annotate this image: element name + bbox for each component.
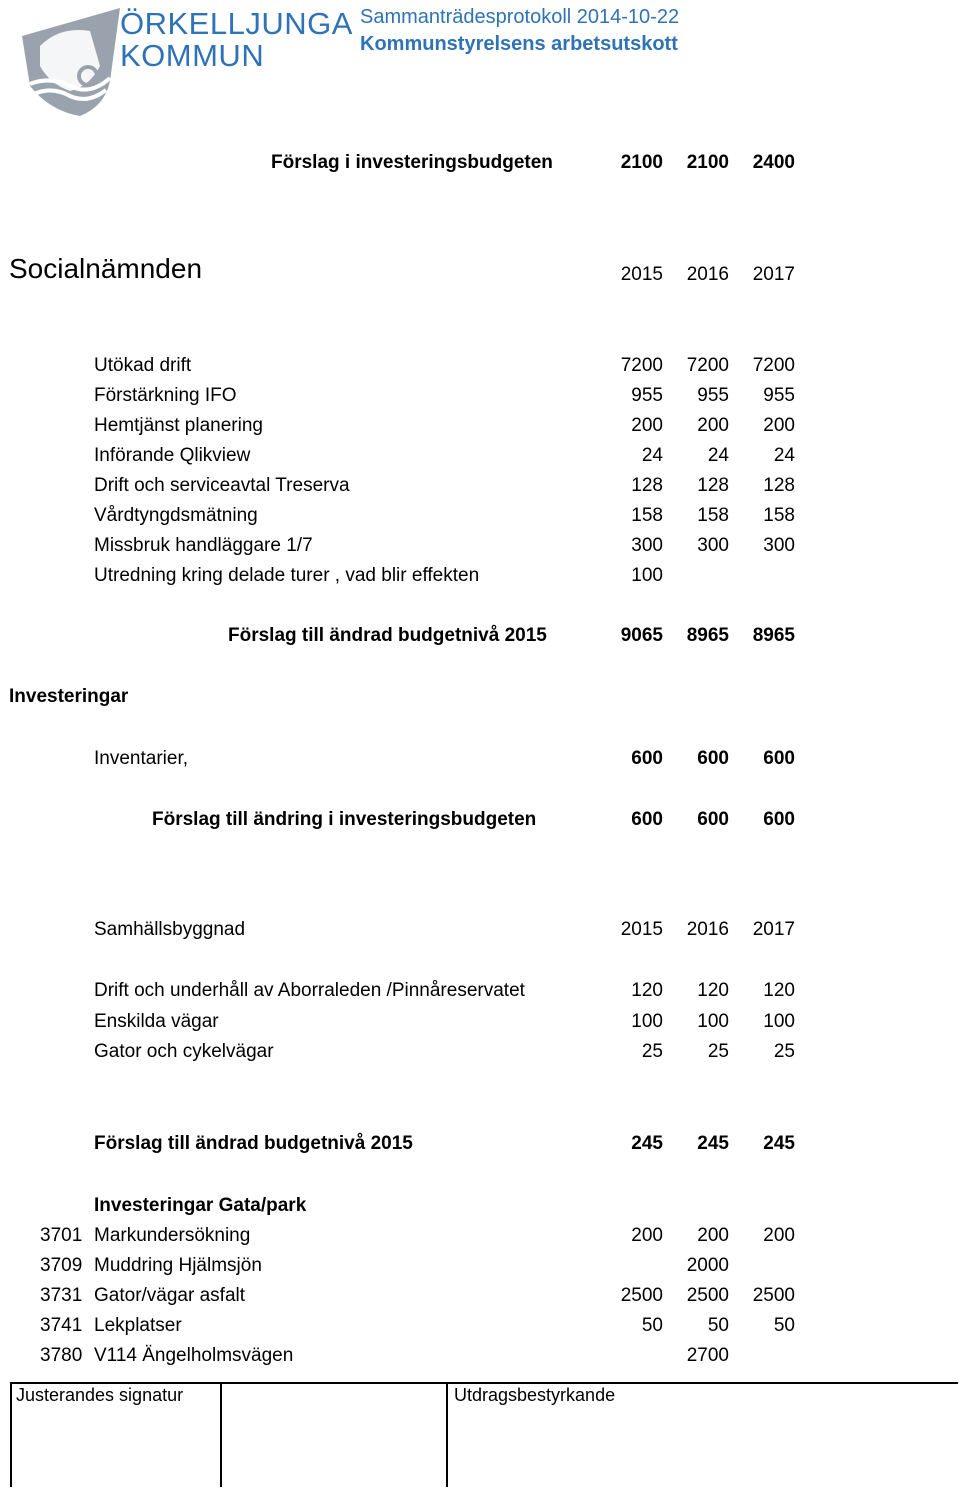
footer-border-right [446,1382,448,1487]
row-label: Drift och serviceavtal Treserva [94,475,350,496]
investments-total-label: Förslag till ändring i investeringsbudgeten [152,809,537,830]
kommun-logo [20,6,120,116]
proposal-top-value: 2100 [686,152,729,173]
row-label: Lekplatser [94,1315,182,1336]
street-heading: Investeringar Gata/park [94,1195,307,1216]
row-label: Gator och cykelvägar [94,1041,274,1062]
brand-line-1: ÖRKELLJUNGA [120,6,353,41]
document-title: Sammanträdesprotokoll 2014-10-22 [360,6,680,28]
community-total-label: Förslag till ändrad budgetnivå 2015 [94,1133,413,1154]
row-label: Muddring Hjälmsjön [94,1255,262,1276]
row-label: Markundersökning [94,1225,251,1246]
row-label: Gator/vägar asfalt [94,1285,246,1306]
community-heading: Samhällsbyggnad [94,919,246,940]
account-code: 3701 [40,1225,83,1246]
row-value: 120 [763,980,795,1001]
row-label: Förstärkning IFO [94,385,237,406]
footer-border-mid [220,1382,222,1487]
row-value: 955 [697,385,729,406]
year-header: 2016 [686,919,729,940]
row-label: Utökad drift [94,355,192,376]
row-value: 24 [707,445,729,466]
row-value: 300 [763,535,795,556]
row-value: 100 [631,565,663,586]
account-code: 3780 [40,1345,83,1366]
row-value: 50 [641,1315,663,1336]
row-value: 25 [641,1041,663,1062]
brand-name [120,8,353,72]
year-header: 2017 [752,919,795,940]
row-value: 2500 [620,1285,663,1306]
row-value: 120 [631,980,663,1001]
investment-row-label: Inventarier, [94,748,188,769]
footer-signature-label: Justerandes signatur [16,1385,184,1405]
row-value: 7200 [686,355,729,376]
row-value: 200 [763,1225,795,1246]
document-subtitle: Kommunstyrelsens arbetsutskott [360,33,678,55]
row-label: Införande Qlikview [94,445,251,466]
investments-total-value: 600 [631,809,663,830]
row-value: 25 [773,1041,795,1062]
social-total-label: Förslag till ändrad budgetnivå 2015 [228,625,547,646]
proposal-top-value: 2100 [620,152,663,173]
year-header: 2015 [620,264,663,285]
year-header: 2016 [686,264,729,285]
row-value: 955 [763,385,795,406]
social-total-value: 8965 [686,625,729,646]
row-value: 50 [707,1315,729,1336]
community-total-value: 245 [697,1133,729,1154]
footer-divider [10,1382,958,1384]
row-label: Drift och underhåll av Aborraleden /Pinnåreservatet [94,980,525,1001]
row-value: 300 [697,535,729,556]
footer-border-left [10,1382,12,1487]
row-label: Vårdtyngdsmätning [94,505,258,526]
row-value: 200 [697,1225,729,1246]
community-total-value: 245 [763,1133,795,1154]
row-label: V114 Ängelholmsvägen [94,1345,294,1366]
row-value: 25 [707,1041,729,1062]
account-code: 3741 [40,1315,83,1336]
row-value: 2000 [686,1255,729,1276]
investment-row-value: 600 [697,748,729,769]
investments-total-value: 600 [697,809,729,830]
row-value: 50 [773,1315,795,1336]
row-value: 128 [763,475,795,496]
row-value: 100 [631,1011,663,1032]
row-value: 120 [697,980,729,1001]
row-label: Missbruk handläggare 1/7 [94,535,313,556]
row-value: 955 [631,385,663,406]
community-total-value: 245 [631,1133,663,1154]
investment-row-value: 600 [631,748,663,769]
row-value: 2700 [686,1345,729,1366]
row-value: 200 [631,1225,663,1246]
account-code: 3709 [40,1255,83,1276]
proposal-top-value: 2400 [752,152,795,173]
social-heading: Socialnämnden [9,253,203,284]
row-label: Enskilda vägar [94,1011,219,1032]
row-value: 200 [697,415,729,436]
investments-heading: Investeringar [9,686,129,707]
row-value: 100 [763,1011,795,1032]
year-header: 2017 [752,264,795,285]
account-code: 3731 [40,1285,83,1306]
footer-certification-label: Utdragsbestyrkande [454,1385,616,1405]
row-value: 24 [773,445,795,466]
row-value: 100 [697,1011,729,1032]
row-value: 7200 [620,355,663,376]
row-value: 2500 [752,1285,795,1306]
row-value: 2500 [686,1285,729,1306]
row-value: 128 [697,475,729,496]
investments-total-value: 600 [763,809,795,830]
row-value: 200 [631,415,663,436]
social-total-value: 9065 [620,625,663,646]
row-value: 200 [763,415,795,436]
year-header: 2015 [620,919,663,940]
row-label: Hemtjänst planering [94,415,263,436]
brand-line-2: KOMMUN [120,38,265,73]
proposal-top-label: Förslag i investeringsbudgeten [271,152,553,173]
row-value: 7200 [752,355,795,376]
row-value: 300 [631,535,663,556]
row-value: 158 [763,505,795,526]
row-value: 24 [641,445,663,466]
row-value: 158 [697,505,729,526]
row-label: Utredning kring delade turer , vad blir effekten [94,565,480,586]
row-value: 158 [631,505,663,526]
investment-row-value: 600 [763,748,795,769]
row-value: 128 [631,475,663,496]
social-total-value: 8965 [752,625,795,646]
